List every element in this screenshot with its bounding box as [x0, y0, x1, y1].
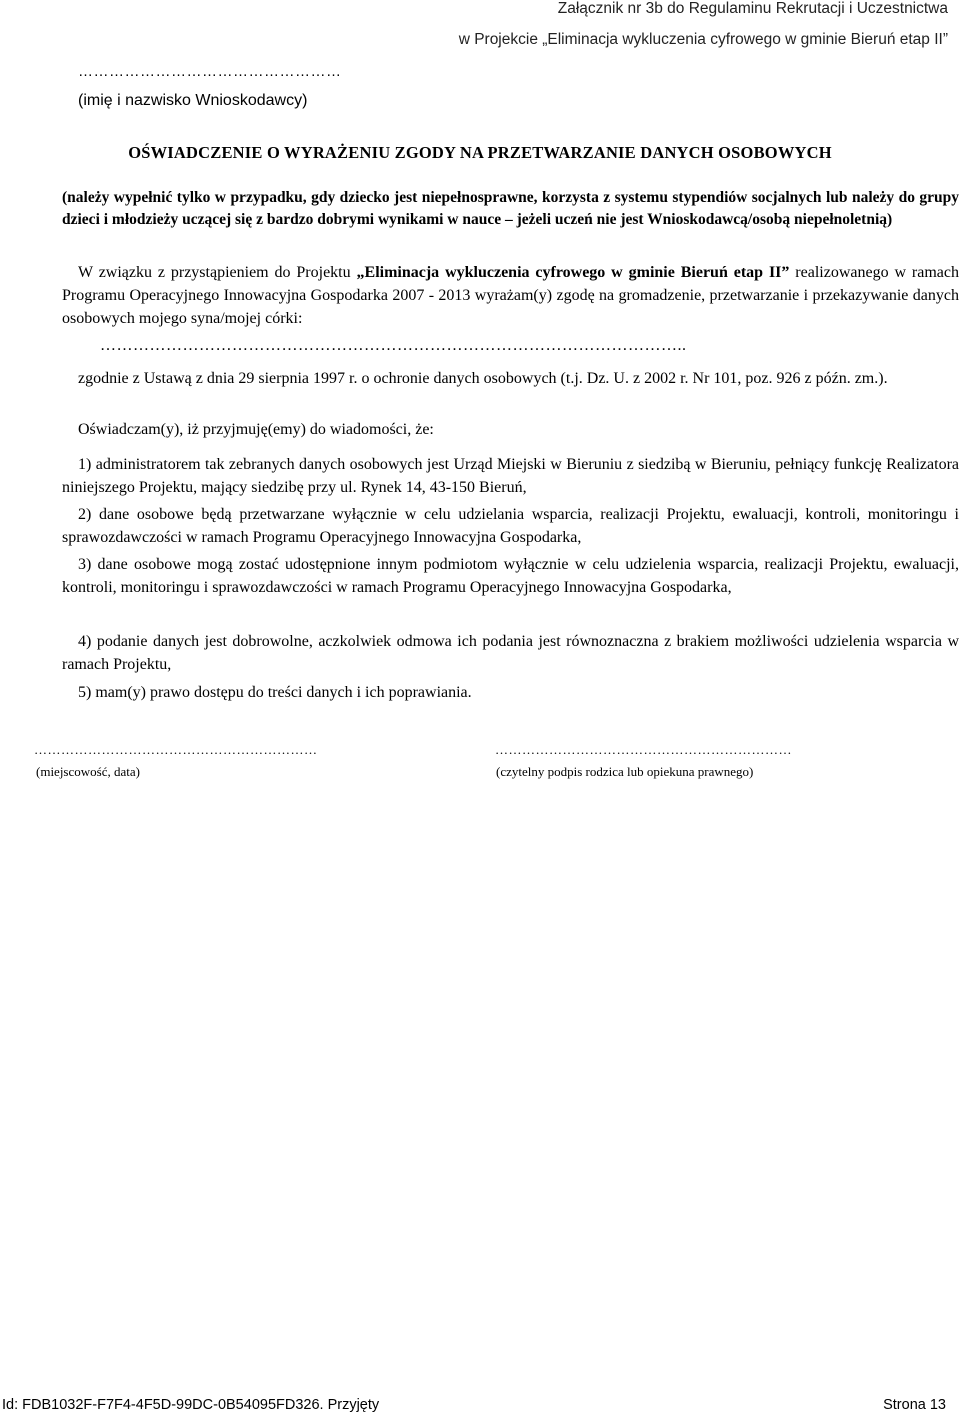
place-date-label: (miejscowość, data): [36, 764, 140, 779]
document-title: OŚWIADCZENIE O WYRAŻENIU ZGODY NA PRZETWARZANIE DANYCH OSOBOWYCH: [128, 143, 832, 162]
declaration-item-3: 3) dane osobowe mogą zostać udostępnione innym podmiotom wyłącznie w celu udzielenia wsparcia, realizacji Projektu, ewaluacji, kontroli, monitoringu i sprawozdawczości w ramach Programu Operacyjnego Innowacyjna Gospodarka,: [62, 556, 959, 596]
declaration-item-5: 5) mam(y) prawo dostępu do treści danych i ich poprawiania.: [78, 684, 472, 701]
consent-project-name: „Eliminacja wykluczenia cyfrowego w gminie Bieruń etap II”: [356, 264, 790, 281]
consent-intro: W związku z przystąpieniem do Projektu: [78, 264, 357, 281]
applicant-name-label: (imię i nazwisko Wnioskodawcy): [78, 92, 308, 109]
child-name-dots: ……………………………………………………………………………………………..: [100, 337, 687, 354]
place-date-dots: ………………………………………………………: [34, 742, 318, 757]
law-reference: zgodnie z Ustawą z dnia 29 sierpnia 1997 r. o ochronie danych osobowych (t.j. Dz. U. z 2002 r. Nr 101, poz. 926 z późn. zm.).: [78, 370, 888, 387]
footer-document-id: Id: FDB1032F-F7F4-4F5D-99DC-0B54095FD326. Przyjęty: [2, 1397, 380, 1413]
header-attachment-line: Załącznik nr 3b do Regulaminu Rekrutacji i Uczestnictwa: [557, 0, 948, 17]
declaration-item-2: 2) dane osobowe będą przetwarzane wyłącznie w celu udzielania wsparcia, realizacji Projektu, ewaluacji, kontroli, monitoringu i sprawozdawczości w ramach Programu Operacyjnego Innowacyjna Gospodarka,: [62, 506, 959, 546]
footer-page-number: Strona 13: [883, 1397, 946, 1413]
declaration-item-1: 1) administratorem tak zebranych danych osobowych jest Urząd Miejski w Bieruniu z siedzibą w Bieruniu, pełniący funkcję Realizatora niniejszego Projektu, mający siedzibę przy ul. Rynek 14, 43-150 Bieruń,: [62, 456, 959, 496]
consent-paragraph: [62, 261, 959, 330]
declaration-intro: Oświadczam(y), iż przyjmuję(emy) do wiadomości, że:: [78, 421, 434, 438]
eligibility-note: (należy wypełnić tylko w przypadku, gdy dziecko jest niepełnosprawne, korzysta z systemu stypendiów socjalnych lub należy do grupy dzieci i młodzieży uczącej się z bardzo dobrymi wynikami w nauce – jeżeli uczeń nie jest Wnioskodawcą/osobą niepełnoletnią): [62, 189, 959, 228]
declaration-item-4: 4) podanie danych jest dobrowolne, aczkolwiek odmowa ich podania jest równoznaczna z brakiem możliwości udzielenia wsparcia w ramach Projektu,: [62, 633, 959, 673]
applicant-name-dots: ……………………………………………: [78, 63, 342, 80]
signature-label: (czytelny podpis rodzica lub opiekuna prawnego): [496, 764, 754, 779]
signature-dots: …………………………………………………………: [495, 742, 792, 757]
header-project-line: w Projekcie „Eliminacja wykluczenia cyfrowego w gminie Bieruń etap II”: [458, 31, 948, 48]
consent-body: realizowanego w ramach Programu Operacyjnego Innowacyjna Gospodarka 2007 - 2013 wyrażam(y) zgodę na gromadzenie, przetwarzanie i przekazywanie danych osobowych mojego syna/mojej córki:: [62, 264, 959, 327]
